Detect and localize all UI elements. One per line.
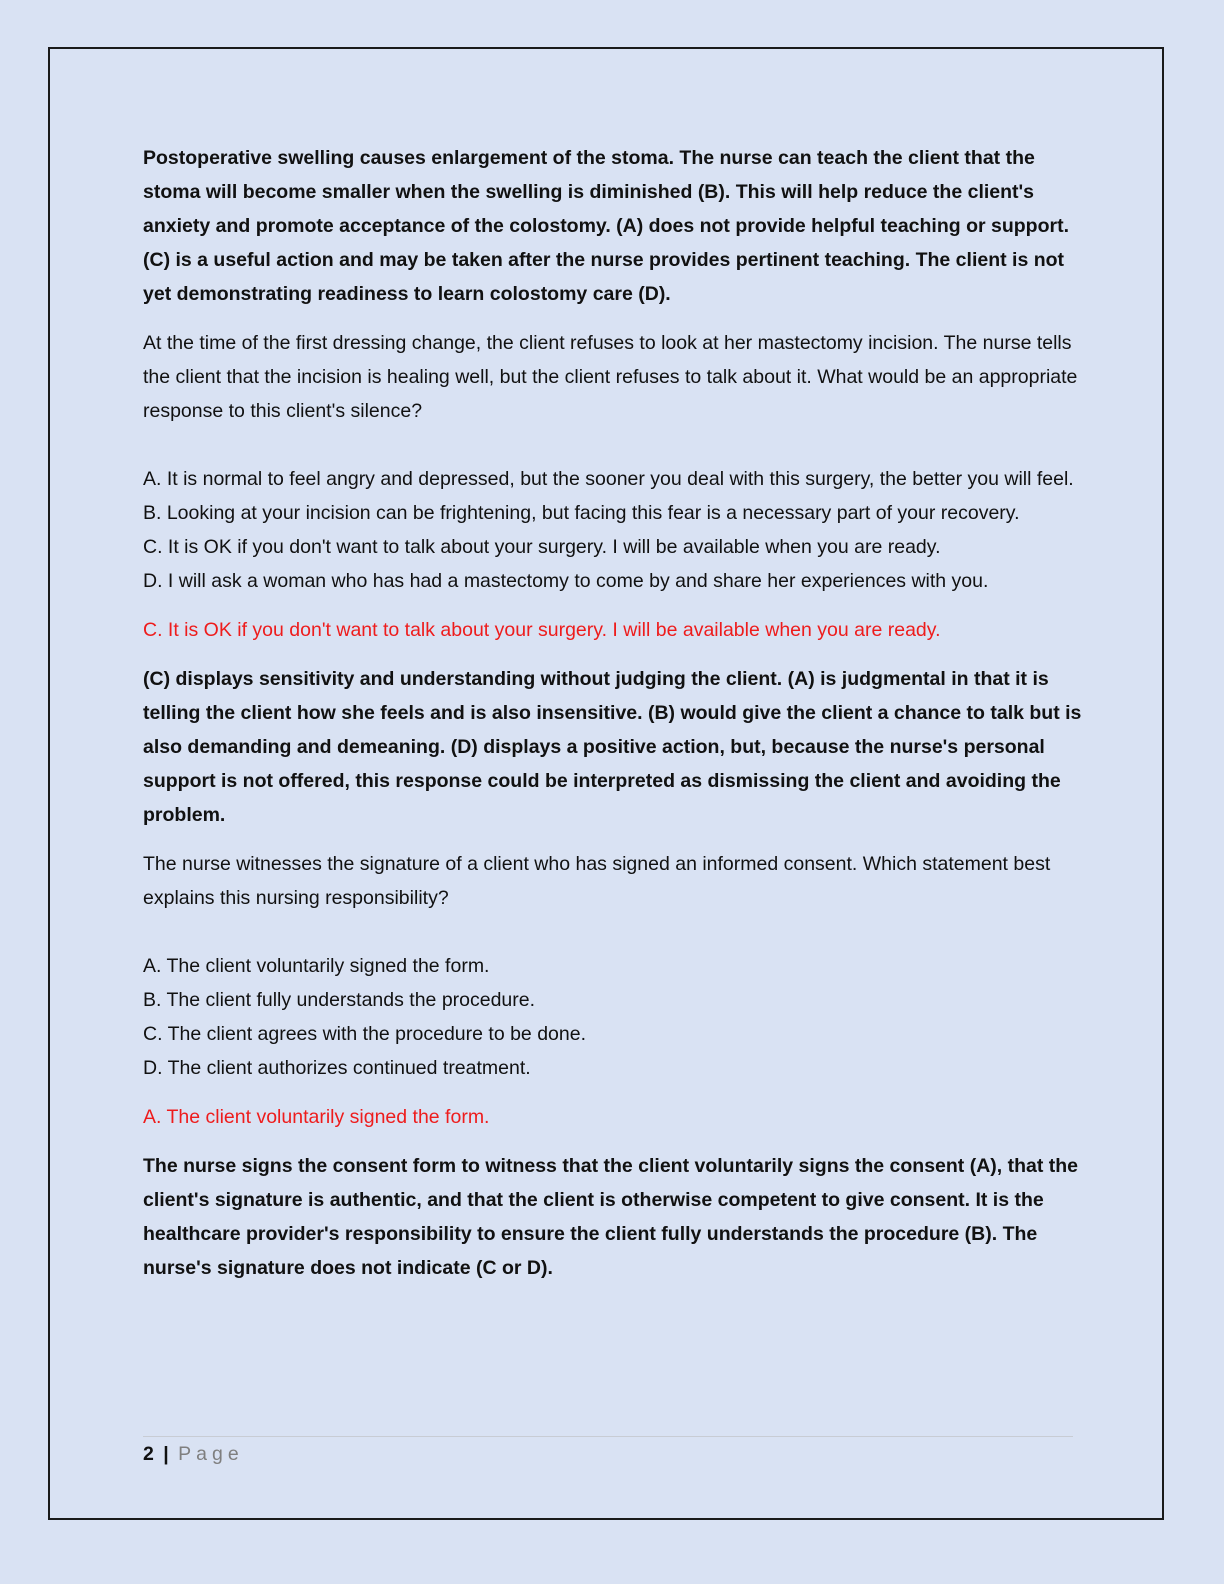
option-d: D. The client authorizes continued treatment.	[143, 1057, 531, 1079]
option-d: D. I will ask a woman who has had a mastectomy to come by and share her experiences with you.	[143, 570, 989, 592]
document-body	[143, 141, 1083, 1285]
spacer	[143, 647, 1083, 662]
spacer	[143, 1085, 1083, 1100]
option-a: A. It is normal to feel angry and depressed, but the sooner you deal with this surgery, the better you will feel.	[143, 468, 1074, 490]
rationale-paragraph: (C) displays sensitivity and understanding without judging the client. (A) is judgmental in that it is telling the client how she feels and is also insensitive. (B) would give the client a chance to talk but is also demanding and demeaning. (D) displays a positive action, but, because the nurse's personal support is not offered, this response could be interpreted as dismissing the client and avoiding the problem.	[143, 668, 1082, 826]
correct-answer: A. The client voluntarily signed the form.	[143, 1106, 490, 1128]
spacer	[143, 428, 1083, 462]
page-footer	[143, 1440, 244, 1468]
question-stem: The nurse witnesses the signature of a client who has signed an informed consent. Which statement best explains this nursing responsibility?	[143, 853, 1051, 909]
spacer	[143, 311, 1083, 326]
page-number: 2	[143, 1443, 154, 1465]
explanation-paragraph: Postoperative swelling causes enlargement of the stoma. The nurse can teach the client that the stoma will become smaller when the swelling is diminished (B). This will help reduce the client's anxiety and promote acceptance of the colostomy. (A) does not provide helpful teaching or support. (C) is a useful action and may be taken after the nurse provides pertinent teaching. The client is not yet demonstrating readiness to learn colostomy care (D).	[143, 147, 1070, 305]
spacer	[143, 598, 1083, 613]
footer-divider	[143, 1436, 1073, 1437]
correct-answer: C. It is OK if you don't want to talk about your surgery. I will be available when you are ready.	[143, 619, 941, 641]
footer-separator: |	[163, 1443, 169, 1465]
spacer	[143, 1134, 1083, 1149]
option-b: B. Looking at your incision can be frightening, but facing this fear is a necessary part of your recovery.	[143, 502, 1020, 524]
page-label: Page	[178, 1443, 244, 1465]
spacer	[143, 832, 1083, 847]
option-a: A. The client voluntarily signed the form.	[143, 955, 490, 977]
option-c: C. The client agrees with the procedure to be done.	[143, 1023, 586, 1045]
option-b: B. The client fully understands the procedure.	[143, 989, 536, 1011]
option-c: C. It is OK if you don't want to talk about your surgery. I will be available when you are ready.	[143, 536, 941, 558]
rationale-paragraph: The nurse signs the consent form to witness that the client voluntarily signs the consent (A), that the client's signature is authentic, and that the client is otherwise competent to give consent. It is the healthcare provider's responsibility to ensure the client fully understands the procedure (B). The nurse's signature does not indicate (C or D).	[143, 1155, 1079, 1279]
spacer	[143, 915, 1083, 949]
question-stem: At the time of the first dressing change, the client refuses to look at her mastectomy incision. The nurse tells the client that the incision is healing well, but the client refuses to talk about it. What would be an appropriate response to this client's silence?	[143, 332, 1078, 422]
